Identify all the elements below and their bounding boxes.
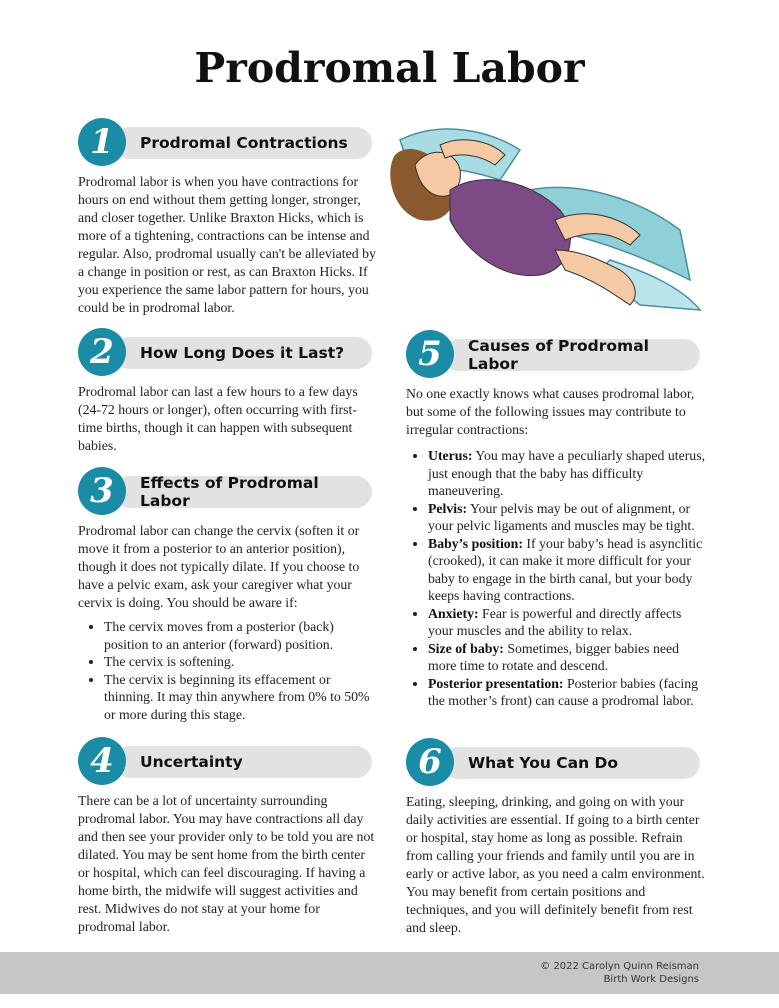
section-text: Prodromal labor is when you have contractions for hours on end without them getting longer, stronger, and closer together. Unlike Braxton Hicks, which is more of a tightening, contractions can be intense and regular. Also, prodromal usually can't be alleviated by a change in position or rest, as can Braxton Hicks. If you experience the same labor pattern for hours, you could be in prodromal labor. (78, 174, 376, 315)
section-how-long (78, 331, 378, 455)
footer-bar (0, 952, 779, 994)
section-uncertainty (78, 740, 378, 936)
number-badge: 6 (406, 738, 454, 786)
section-heading: Causes of Prodromal Labor (442, 339, 700, 371)
page-title: Prodromal Labor (194, 44, 585, 92)
pregnant-woman-resting-illustration (380, 110, 710, 320)
section-effects (78, 470, 378, 723)
section-header (406, 741, 706, 793)
section-header (406, 333, 706, 385)
section-header (78, 470, 378, 522)
footer-credit (540, 960, 699, 986)
list-item: • The cervix is beginning its effacement or thinning. It may thin anywhere from 0% to 50% or more during this stage. (104, 671, 378, 724)
number-badge: 3 (78, 467, 126, 515)
number-badge: 4 (78, 737, 126, 785)
number-badge: 2 (78, 328, 126, 376)
section-heading: Uncertainty (114, 746, 372, 778)
section-text: Prodromal labor can last a few hours to a few days (24-72 hours or longer), often occurring with first-time births, though it can happen with subsequent babies. (78, 384, 358, 453)
list-item: • The cervix moves from a posterior (back) position to an anterior (forward) position. (104, 618, 378, 653)
list-item: • Uterus: You may have a peculiarly shaped uterus, just enough that the baby has difficulty maneuvering. (428, 447, 706, 500)
section-text: Prodromal labor can change the cervix (soften it or move it from a posterior to an anterior position), though it does not typically dilate. If you choose to have a pelvic exam, ask your caregiver what your cervix is doing. You should be aware if: (78, 523, 360, 610)
list-item: • Pelvis: Your pelvis may be out of alignment, or your pelvic ligaments and muscles may be tight. (428, 500, 706, 535)
list-item: • Posterior presentation: Posterior babies (facing the mother’s front) can cause a prodromal labor. (428, 675, 706, 710)
section-heading: Effects of Prodromal Labor (114, 476, 372, 508)
copyright-text: © 2022 Carolyn Quinn Reisman (540, 961, 699, 972)
causes-list (406, 447, 706, 710)
section-what-you-can-do (406, 741, 706, 937)
section-text: No one exactly knows what causes prodromal labor, but some of the following issues may contribute to irregular contractions: (406, 386, 695, 437)
list-item: • Baby’s position: If your baby’s head is asynclitic (crooked), it can make it more difficult for your baby to engage in the birth canal, but your body keeps having contractions. (428, 535, 706, 605)
list-item: • Size of baby: Sometimes, bigger babies need more time to rotate and descend. (428, 640, 706, 675)
section-heading: What You Can Do (442, 747, 700, 779)
section-header (78, 740, 378, 792)
list-item: • Anxiety: Fear is powerful and directly affects your muscles and the ability to relax. (428, 605, 706, 640)
section-heading: Prodromal Contractions (114, 127, 372, 159)
list-item: • The cervix is softening. (104, 653, 378, 671)
brand-text: Birth Work Designs (603, 974, 699, 985)
section-header (78, 121, 378, 173)
number-badge: 1 (78, 118, 126, 166)
section-text: Eating, sleeping, drinking, and going on with your daily activities are essential. If going to a birth center or hospital, stay home as long as possible. Refrain from calling your friends and family until you are in early or active labor, as you need a calm environment. You may benefit from certain positions and techniques, and you will definitely benefit from rest and sleep. (406, 794, 705, 935)
effects-list (78, 618, 378, 723)
section-header (78, 331, 378, 383)
section-prodromal-contractions (78, 121, 378, 317)
number-badge: 5 (406, 330, 454, 378)
section-text: There can be a lot of uncertainty surrounding prodromal labor. You may have contractions all day and then see your provider only to be told you are not dilated. You may be sent home from the birth center or hospital, which can feel discouraging. If having a home birth, the midwife will suggest activities and rest. Midwives do not stay at your home for prodromal labor. (78, 793, 375, 934)
section-heading: How Long Does it Last? (114, 337, 372, 369)
section-causes (406, 333, 706, 710)
